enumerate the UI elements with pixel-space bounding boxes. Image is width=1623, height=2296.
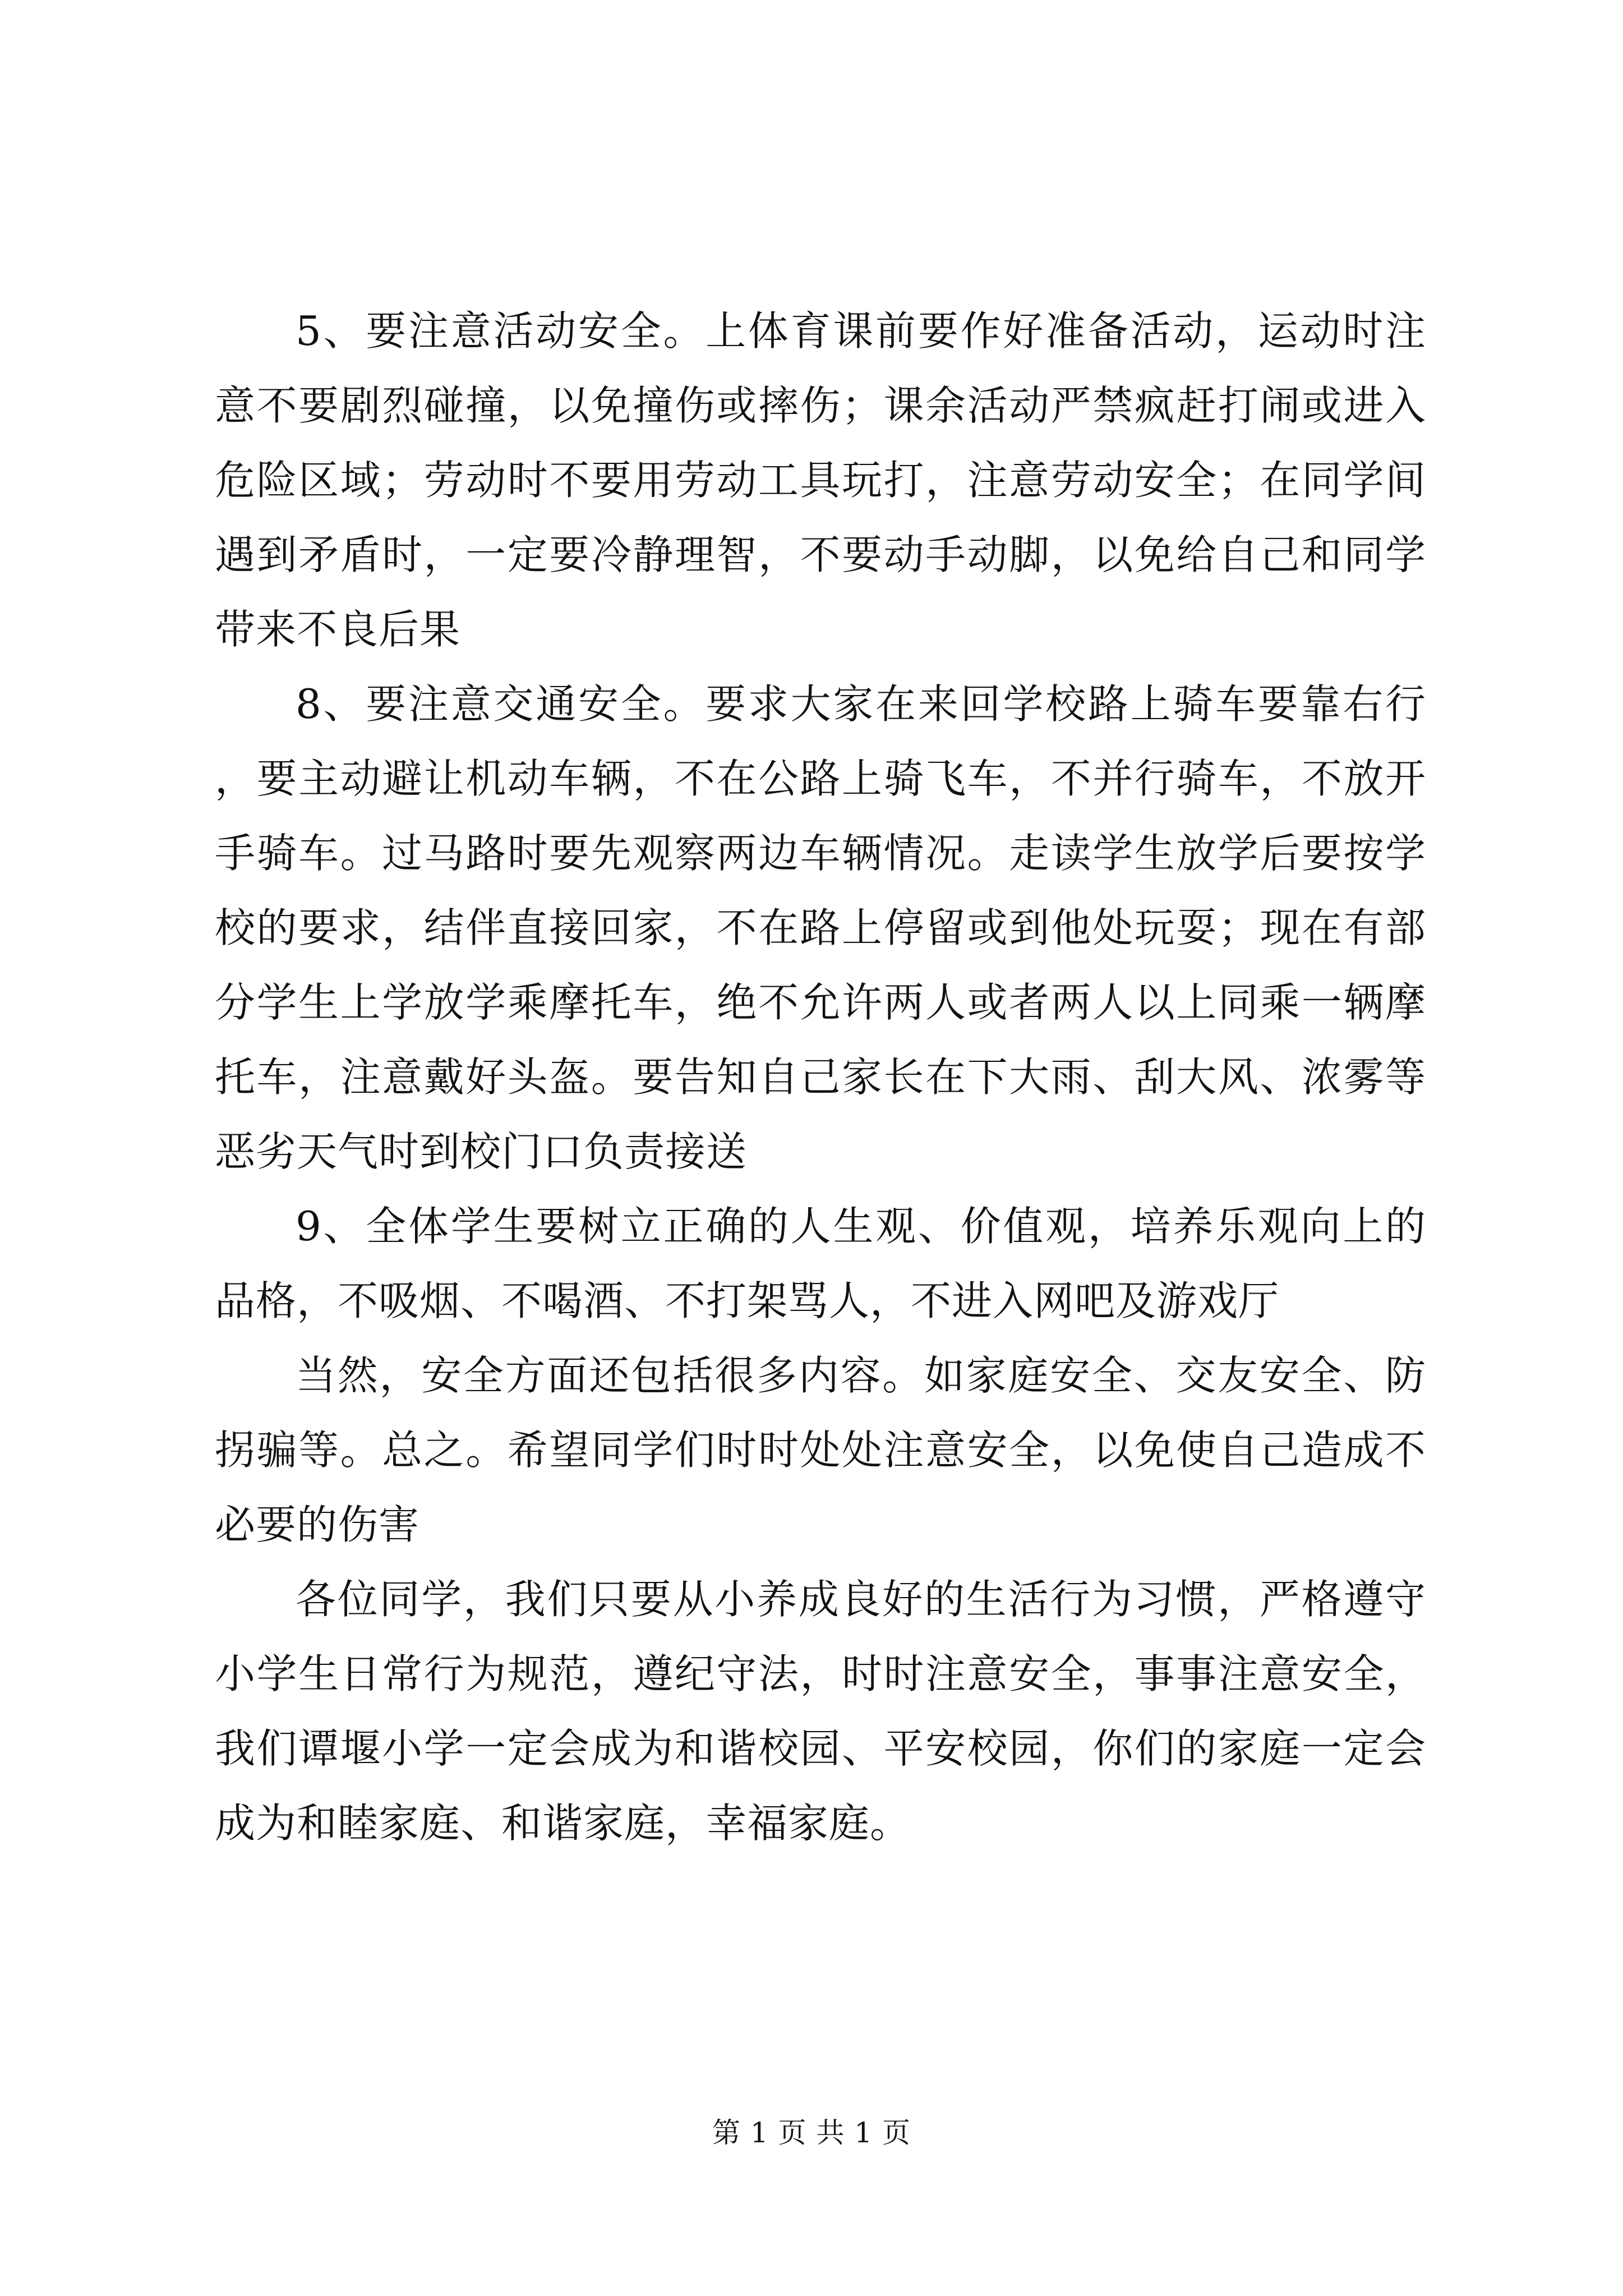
- paragraph-traffic-safety: 8、要注意交通安全。要求大家在来回学校路上骑车要靠右行，要主动避让机动车辆，不在公路上骑飞车，不并行骑车，不放开手骑车。过马路时要先观察两边车辆情况。走读学生放学后要按学校的要求，结伴直接回家，不在路上停留或到他处玩耍；现在有部分学生上学放学乘摩托车，绝不允许两人或者两人以上同乘一辆摩托车，注意戴好头盔。要告知自己家长在下大雨、刮大风、浓雾等恶劣天气时到校门口负责接送: [215, 680, 1426, 1175]
- paragraph-other-safety: 当然，安全方面还包括很多内容。如家庭安全、交友安全、防拐骗等。总之。希望同学们时时处处注意安全，以免使自己造成不必要的伤害: [215, 1352, 1426, 1548]
- paragraph-values: 9、全体学生要树立正确的人生观、价值观，培养乐观向上的品格，不吸烟、不喝酒、不打架骂人，不进入网吧及游戏厅: [215, 1203, 1426, 1324]
- paragraph-conclusion: 各位同学，我们只要从小养成良好的生活行为习惯，严格遵守小学生日常行为规范，遵纪守法，时时注意安全，事事注意安全，我们谭堰小学一定会成为和谐校园、平安校园，你们的家庭一定会成为和睦家庭、和谐家庭，幸福家庭。: [215, 1576, 1426, 1847]
- paragraph-activity-safety: 5、要注意活动安全。上体育课前要作好准备活动，运动时注意不要剧烈碰撞，以免撞伤或摔伤；课余活动严禁疯赶打闹或进入危险区域；劳动时不要用劳动工具玩打，注意劳动安全；在同学间遇到矛盾时，一定要冷静理智，不要动手动脚，以免给自己和同学带来不良后果: [215, 307, 1426, 653]
- document-body: [215, 294, 1426, 1861]
- page-number-footer: 第 1 页 共 1 页: [712, 2116, 911, 2149]
